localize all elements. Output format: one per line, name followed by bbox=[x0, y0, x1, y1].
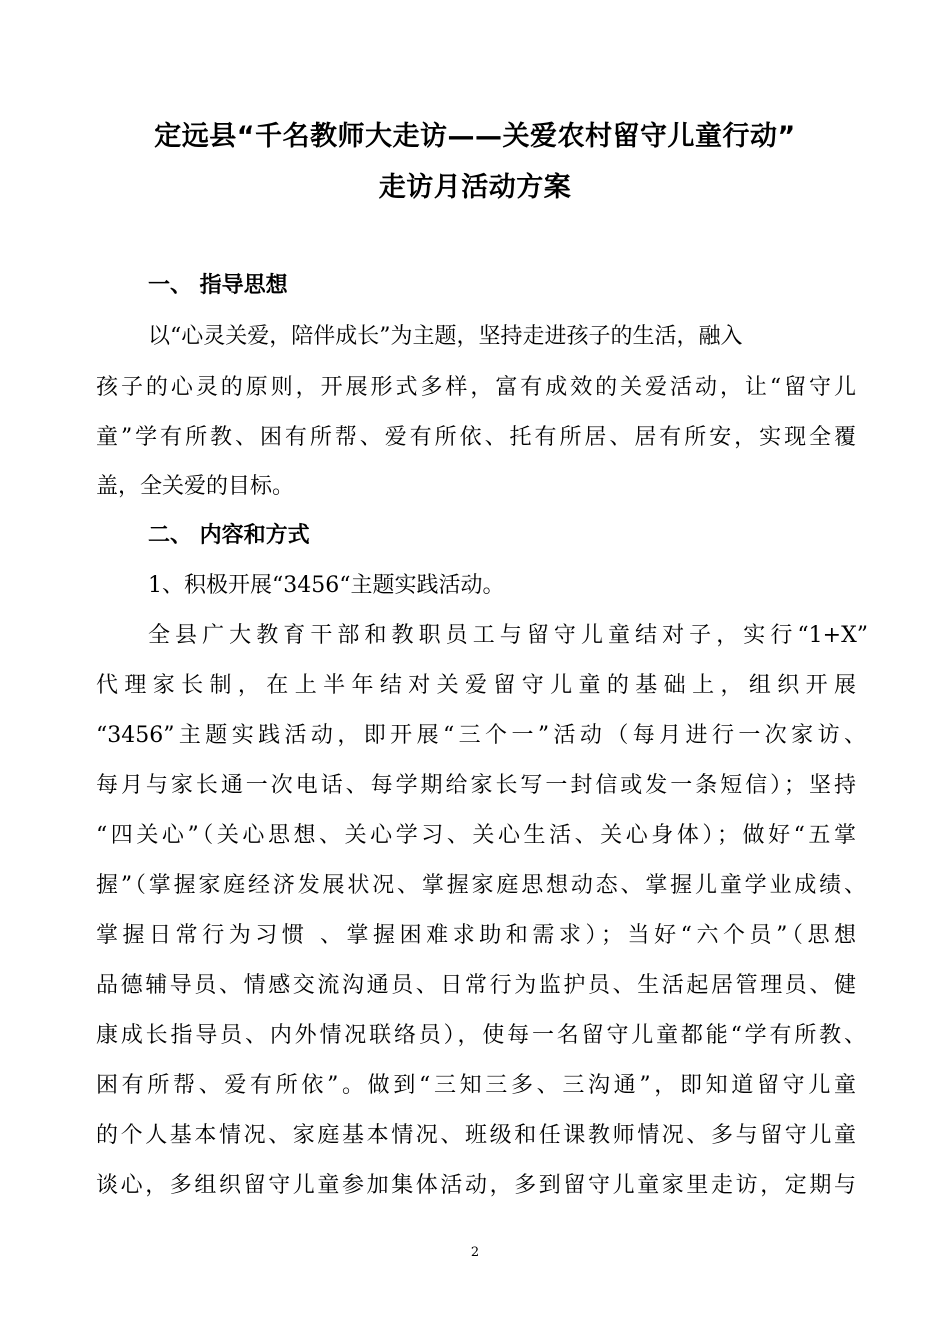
paragraph-line: 每月与家长通一次电话、每学期给家长写一封信或发一条短信）；坚持 bbox=[96, 773, 856, 798]
document-title-line-1: 定远县“千名教师大走访——关爱农村留守儿童行动” bbox=[154, 121, 796, 152]
paragraph-line: 掌握日常行为习惯 、掌握困难求助和需求）；当好“六个员”（思想 bbox=[96, 923, 856, 948]
paragraph-line: 全县广大教育干部和教职员工与留守儿童结对子，实行“1+X” bbox=[148, 623, 868, 648]
paragraph-line: 孩子的心灵的原则，开展形式多样，富有成效的关爱活动，让“留守儿 bbox=[96, 375, 856, 400]
paragraph-line: 康成长指导员、内外情况联络员），使每一名留守儿童都能“学有所教、 bbox=[96, 1023, 866, 1048]
paragraph-line: 的个人基本情况、家庭基本情况、班级和任课教师情况、多与留守儿童 bbox=[96, 1123, 856, 1148]
list-item-title: 1、积极开展“3456“主题实践活动。 bbox=[148, 573, 505, 598]
paragraph-line: 盖，全关爱的目标。 bbox=[96, 474, 295, 499]
section-heading-guiding-ideology: 一、 指导思想 bbox=[148, 273, 288, 298]
paragraph-line: 握”（掌握家庭经济发展状况、掌握家庭思想动态、掌握儿童学业成绩、 bbox=[96, 873, 866, 898]
paragraph-line: “3456”主题实践活动，即开展“三个一”活动（每月进行一次家访、 bbox=[96, 723, 866, 748]
document-title-line-2: 走访月活动方案 bbox=[378, 172, 572, 203]
section-heading-content-and-methods: 二、 内容和方式 bbox=[148, 523, 310, 548]
paragraph-line: 困有所帮、爱有所依”。做到“三知三多、三沟通”，即知道留守儿童 bbox=[96, 1073, 856, 1098]
paragraph-line: 以“心灵关爱，陪伴成长”为主题，坚持走进孩子的生活，融入 bbox=[148, 324, 743, 349]
paragraph-line: 代理家长制，在上半年结对关爱留守儿童的基础上，组织开展 bbox=[96, 673, 856, 698]
paragraph-line: “四关心”（关心思想、关心学习、关心生活、关心身体）；做好“五掌 bbox=[96, 823, 856, 848]
paragraph-line: 童”学有所教、困有所帮、爱有所依、托有所居、居有所安，实现全覆 bbox=[96, 425, 856, 450]
page-number: 2 bbox=[470, 1245, 480, 1260]
paragraph-line: 谈心，多组织留守儿童参加集体活动，多到留守儿童家里走访，定期与 bbox=[96, 1173, 856, 1198]
paragraph-line: 品德辅导员、情感交流沟通员、日常行为监护员、生活起居管理员、健 bbox=[96, 973, 856, 998]
